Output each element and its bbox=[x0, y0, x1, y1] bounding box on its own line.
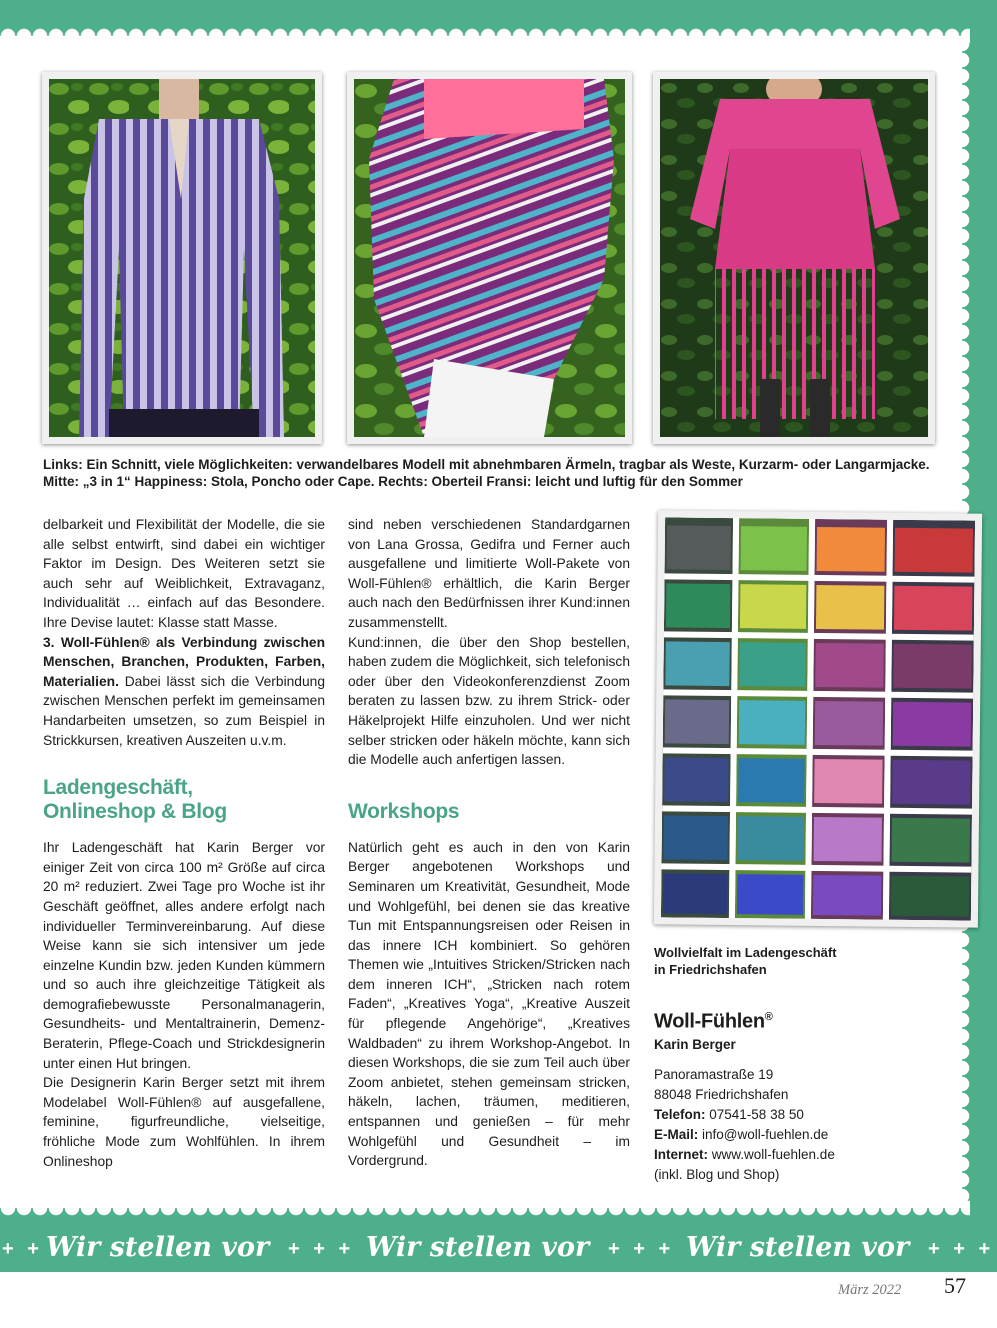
section-heading-shop bbox=[43, 776, 325, 824]
photo-yarn-shelves bbox=[654, 510, 982, 927]
contact-phone-row bbox=[654, 1105, 944, 1125]
page-number: 57 bbox=[944, 1273, 966, 1298]
cardigan-image bbox=[49, 79, 315, 437]
shop-caption-line-1: Wollvielfalt im Ladengeschäft bbox=[654, 945, 837, 960]
fringe-top-image bbox=[660, 79, 928, 437]
footer-strip bbox=[0, 1272, 997, 1328]
col2-paragraph-3: Natürlich geht es auch in den von Karin Berger angebotenen Workshops und Seminaren um Kreativität, Gesundheit, Mode und Wohlgefühl, bei denen sie das kreative Tun mit Entspannungsreisen oder Reisen in das innere ICH kombiniert. So gehören Themen wie „Intuitives Stricken/Stricken nach dem inneren ICH“, „Stricken nach rotem Faden“, „Kreatives Yoga“, „Kreative Auszeit für pflegende Angehörige“, „Kreatives Waldbaden“ zu ihrem Workshop-Angebot. In diesen Workshops, die sie zum Teil auch über Zoom anbietet, stehen gemeinsam stricken, häkeln, lachen, träumen, meditieren, entspannen und genießen – für mehr Wohlgefühl und Gesundheit – im Vordergrund. bbox=[348, 839, 630, 1169]
contact-web-label: Internet: bbox=[654, 1146, 708, 1162]
banner-text-2: Wir stellen vor bbox=[366, 1232, 590, 1263]
contact-phone[interactable]: 07541-58 38 50 bbox=[709, 1106, 804, 1122]
contact-email-link[interactable]: info@woll-fuehlen.de bbox=[702, 1126, 829, 1142]
col1-paragraph-3: Ihr Ladengeschäft hat Karin Berger vor einiger Zeit von circa 100 m² Größe auf circa 20 m² reduziert. Zwei Tage pro Woche ist ihr Geschäft geöffnet, alles andere erfolgt nach individueller Terminvereinbarung. Auf diese Weise kann sie sich intensiver um jede einzelne Kundin bzw. jeden Kunden kümmern und so auch ihre gleichzeitige Tätigkeit als demografiebewusste Personalmanagerin, Gesundheits- und Mentaltrainerin, Demenz-Beraterin, Pflege-Coach und Strickdesignerin unter einen Hut bringen. bbox=[43, 840, 325, 1071]
contact-web-link[interactable]: www.woll-fuehlen.de bbox=[711, 1146, 835, 1162]
col1-paragraph-2-rest: Dabei lässt sich die Verbindung zwischen Menschen perfekt im gemeinsamen Handarbeiten umsetzen, so zum Beispiel in Strickkursen, kreativen Auszeiten u.v.m. bbox=[43, 673, 325, 748]
contact-street: Panoramastraße 19 bbox=[654, 1066, 774, 1082]
contact-phone-label: Telefon: bbox=[654, 1106, 706, 1122]
section-heading-shop-line-2: Onlineshop & Blog bbox=[43, 800, 227, 824]
banner-text-1: Wir stellen vor bbox=[46, 1232, 270, 1263]
col1-paragraph-1: delbarkeit und Flexibilität der Modelle, die sie alle selbst entwirft, sind dabei ein wichtiger Faktor im Design. Des Weiteren setzt sie auch sehr auf Weiblichkeit, Extravaganz, Individualität … einfach auf das Besondere. Ihre Devise lautet: Klasse statt Masse. bbox=[43, 517, 325, 630]
col1-paragraph-2 bbox=[43, 633, 325, 751]
scalloped-edge-bottom bbox=[0, 1200, 970, 1216]
yarn-shelves-image bbox=[661, 517, 975, 920]
shop-caption bbox=[654, 944, 904, 978]
column-2 bbox=[348, 515, 630, 1171]
col1-paragraph-2-bold: 3. Woll-Fühlen® als Verbindung zwischen Menschen, Branchen, Produkten, Farben, Materialien. bbox=[43, 634, 325, 689]
section-heading-shop-line-1: Ladengeschäft, bbox=[43, 776, 193, 800]
issue-date: März 2022 bbox=[838, 1282, 902, 1298]
photo-striped-cardigan bbox=[42, 72, 322, 444]
contact-person: Karin Berger bbox=[654, 1036, 736, 1052]
contact-city: 88048 Friedrichshafen bbox=[654, 1086, 789, 1102]
contact-web-row bbox=[654, 1145, 944, 1165]
photo-stole bbox=[347, 72, 632, 444]
banner-text-3: Wir stellen vor bbox=[686, 1232, 910, 1263]
contact-email-label: E-Mail: bbox=[654, 1126, 699, 1142]
scalloped-edge-top bbox=[0, 28, 970, 44]
contact-email-row bbox=[654, 1125, 944, 1145]
caption-line-2: Mitte: „3 in 1“ Happiness: Stola, Poncho oder Cape. Rechts: Oberteil Fransi: leicht und luftig für den Sommer bbox=[43, 474, 743, 489]
contact-brand bbox=[654, 1004, 944, 1035]
footer-banner bbox=[0, 1224, 997, 1272]
col2-paragraph-2: Kund:innen, die über den Shop bestellen, haben zudem die Möglichkeit, sich telefonisch oder über den Videokonferenzdienst Zoom beraten zu lassen bzw. zu ihrem Strick- oder Häkelprojekt Hilfe einzuholen. Und wer nicht selber stricken oder häkeln möchte, kann sich die Modelle auch anfertigen lassen. bbox=[348, 634, 630, 768]
contact-brand-name: Woll-Fühlen bbox=[654, 1010, 765, 1033]
stole-image bbox=[354, 79, 625, 437]
caption-line-1: Links: Ein Schnitt, viele Möglichkeiten: verwandelbares Modell mit abnehmbaren Ärmeln, tragbar als Weste, Kurzarm- oder Langarmjacke. bbox=[43, 457, 930, 472]
contact-box bbox=[654, 1004, 944, 1185]
photo-caption bbox=[43, 456, 943, 490]
col2-paragraph-1: sind neben verschiedenen Standardgarnen von Lana Grossa, Gedifra und Ferner auch ausgefallene und limitierte Woll-Pakete von Woll-Fühlen® erhältlich, die Karin Berger auch nach den Bedürfnissen ihrer Kund:innen zusammenstellt. bbox=[348, 517, 630, 630]
column-1 bbox=[43, 515, 325, 1171]
banner-plus-4: + + + bbox=[928, 1238, 995, 1260]
contact-note: (inkl. Blog und Shop) bbox=[654, 1166, 780, 1182]
shop-caption-line-2: in Friedrichshafen bbox=[654, 962, 767, 977]
photo-fringe-top bbox=[653, 72, 935, 444]
col1-paragraph-4: Die Designerin Karin Berger setzt mit ihrem Modelabel Woll-Fühlen® auf ausgefallene, feminine, figurfreundliche, vielseitige, fröhliche Mode zum Wohlfühlen. In ihrem Onlineshop bbox=[43, 1075, 325, 1169]
banner-plus-3: + + + bbox=[608, 1238, 675, 1260]
section-heading-workshops: Workshops bbox=[348, 799, 460, 823]
banner-plus-2: + + + bbox=[288, 1238, 355, 1260]
banner-plus-1: + + bbox=[2, 1238, 43, 1260]
contact-brand-mark: ® bbox=[764, 1011, 773, 1023]
